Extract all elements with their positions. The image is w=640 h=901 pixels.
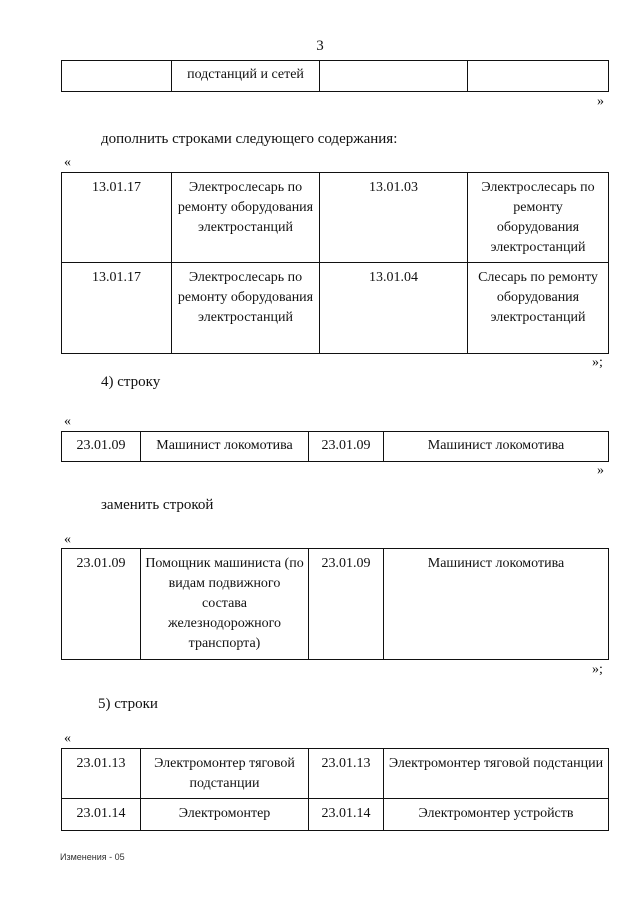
profession-cell: Электромонтер	[141, 799, 309, 831]
code-cell: 23.01.09	[309, 432, 384, 462]
opening-quote: «	[64, 414, 71, 429]
closing-quote: »	[597, 463, 604, 478]
table-cell	[468, 61, 609, 92]
footer-note: Изменения - 05	[60, 852, 125, 862]
profession-cell: Слесарь по ремонту оборудования электростанций	[468, 263, 609, 354]
table-row	[62, 61, 609, 92]
profession-cell: Электромонтер тяговой подстанции	[384, 749, 609, 799]
code-cell: 23.01.13	[62, 749, 141, 799]
profession-cell: Электрослесарь по ремонту оборудования электростанций	[468, 173, 609, 263]
profession-cell: Помощник машиниста (по видам подвижного состава железнодорожного транспорта)	[141, 549, 309, 660]
table-row	[62, 432, 609, 462]
table-row	[62, 749, 609, 799]
paragraph-item-4: 4) строку	[101, 374, 161, 390]
code-cell: 23.01.14	[62, 799, 141, 831]
code-cell: 23.01.09	[62, 432, 141, 462]
profession-cell: Машинист локомотива	[384, 549, 609, 660]
opening-quote: «	[64, 155, 71, 170]
code-cell: 13.01.04	[320, 263, 468, 354]
closing-quote: »	[597, 94, 604, 109]
table-cell: подстанций и сетей	[172, 61, 320, 92]
paragraph-item-5: 5) строки	[98, 696, 158, 712]
code-cell: 13.01.03	[320, 173, 468, 263]
profession-cell: Электромонтер устройств	[384, 799, 609, 831]
code-cell: 13.01.17	[62, 173, 172, 263]
code-cell: 23.01.09	[309, 549, 384, 660]
table-row	[62, 263, 609, 354]
new-row-table	[61, 548, 609, 660]
profession-cell: Машинист локомотива	[384, 432, 609, 462]
table-row	[62, 173, 609, 263]
closing-quote: »;	[592, 662, 603, 677]
table-row	[62, 799, 609, 831]
profession-cell: Электромонтер тяговой подстанции	[141, 749, 309, 799]
rows-5-table	[61, 748, 609, 831]
opening-quote: «	[64, 731, 71, 746]
closing-quote: »;	[592, 355, 603, 370]
table-row	[62, 549, 609, 660]
added-rows-table	[61, 172, 609, 354]
table-cell	[320, 61, 468, 92]
page-number: 3	[316, 38, 324, 54]
paragraph-replace: заменить строкой	[101, 497, 214, 513]
continuation-table	[61, 60, 609, 92]
code-cell: 23.01.14	[309, 799, 384, 831]
table-cell	[62, 61, 172, 92]
profession-cell: Электрослесарь по ремонту оборудования электростанций	[172, 173, 320, 263]
profession-cell: Электрослесарь по ремонту оборудования электростанций	[172, 263, 320, 354]
opening-quote: «	[64, 532, 71, 547]
code-cell: 23.01.09	[62, 549, 141, 660]
old-row-table	[61, 431, 609, 462]
code-cell: 23.01.13	[309, 749, 384, 799]
profession-cell: Машинист локомотива	[141, 432, 309, 462]
code-cell: 13.01.17	[62, 263, 172, 354]
paragraph-add-rows: дополнить строками следующего содержания:	[101, 131, 398, 147]
